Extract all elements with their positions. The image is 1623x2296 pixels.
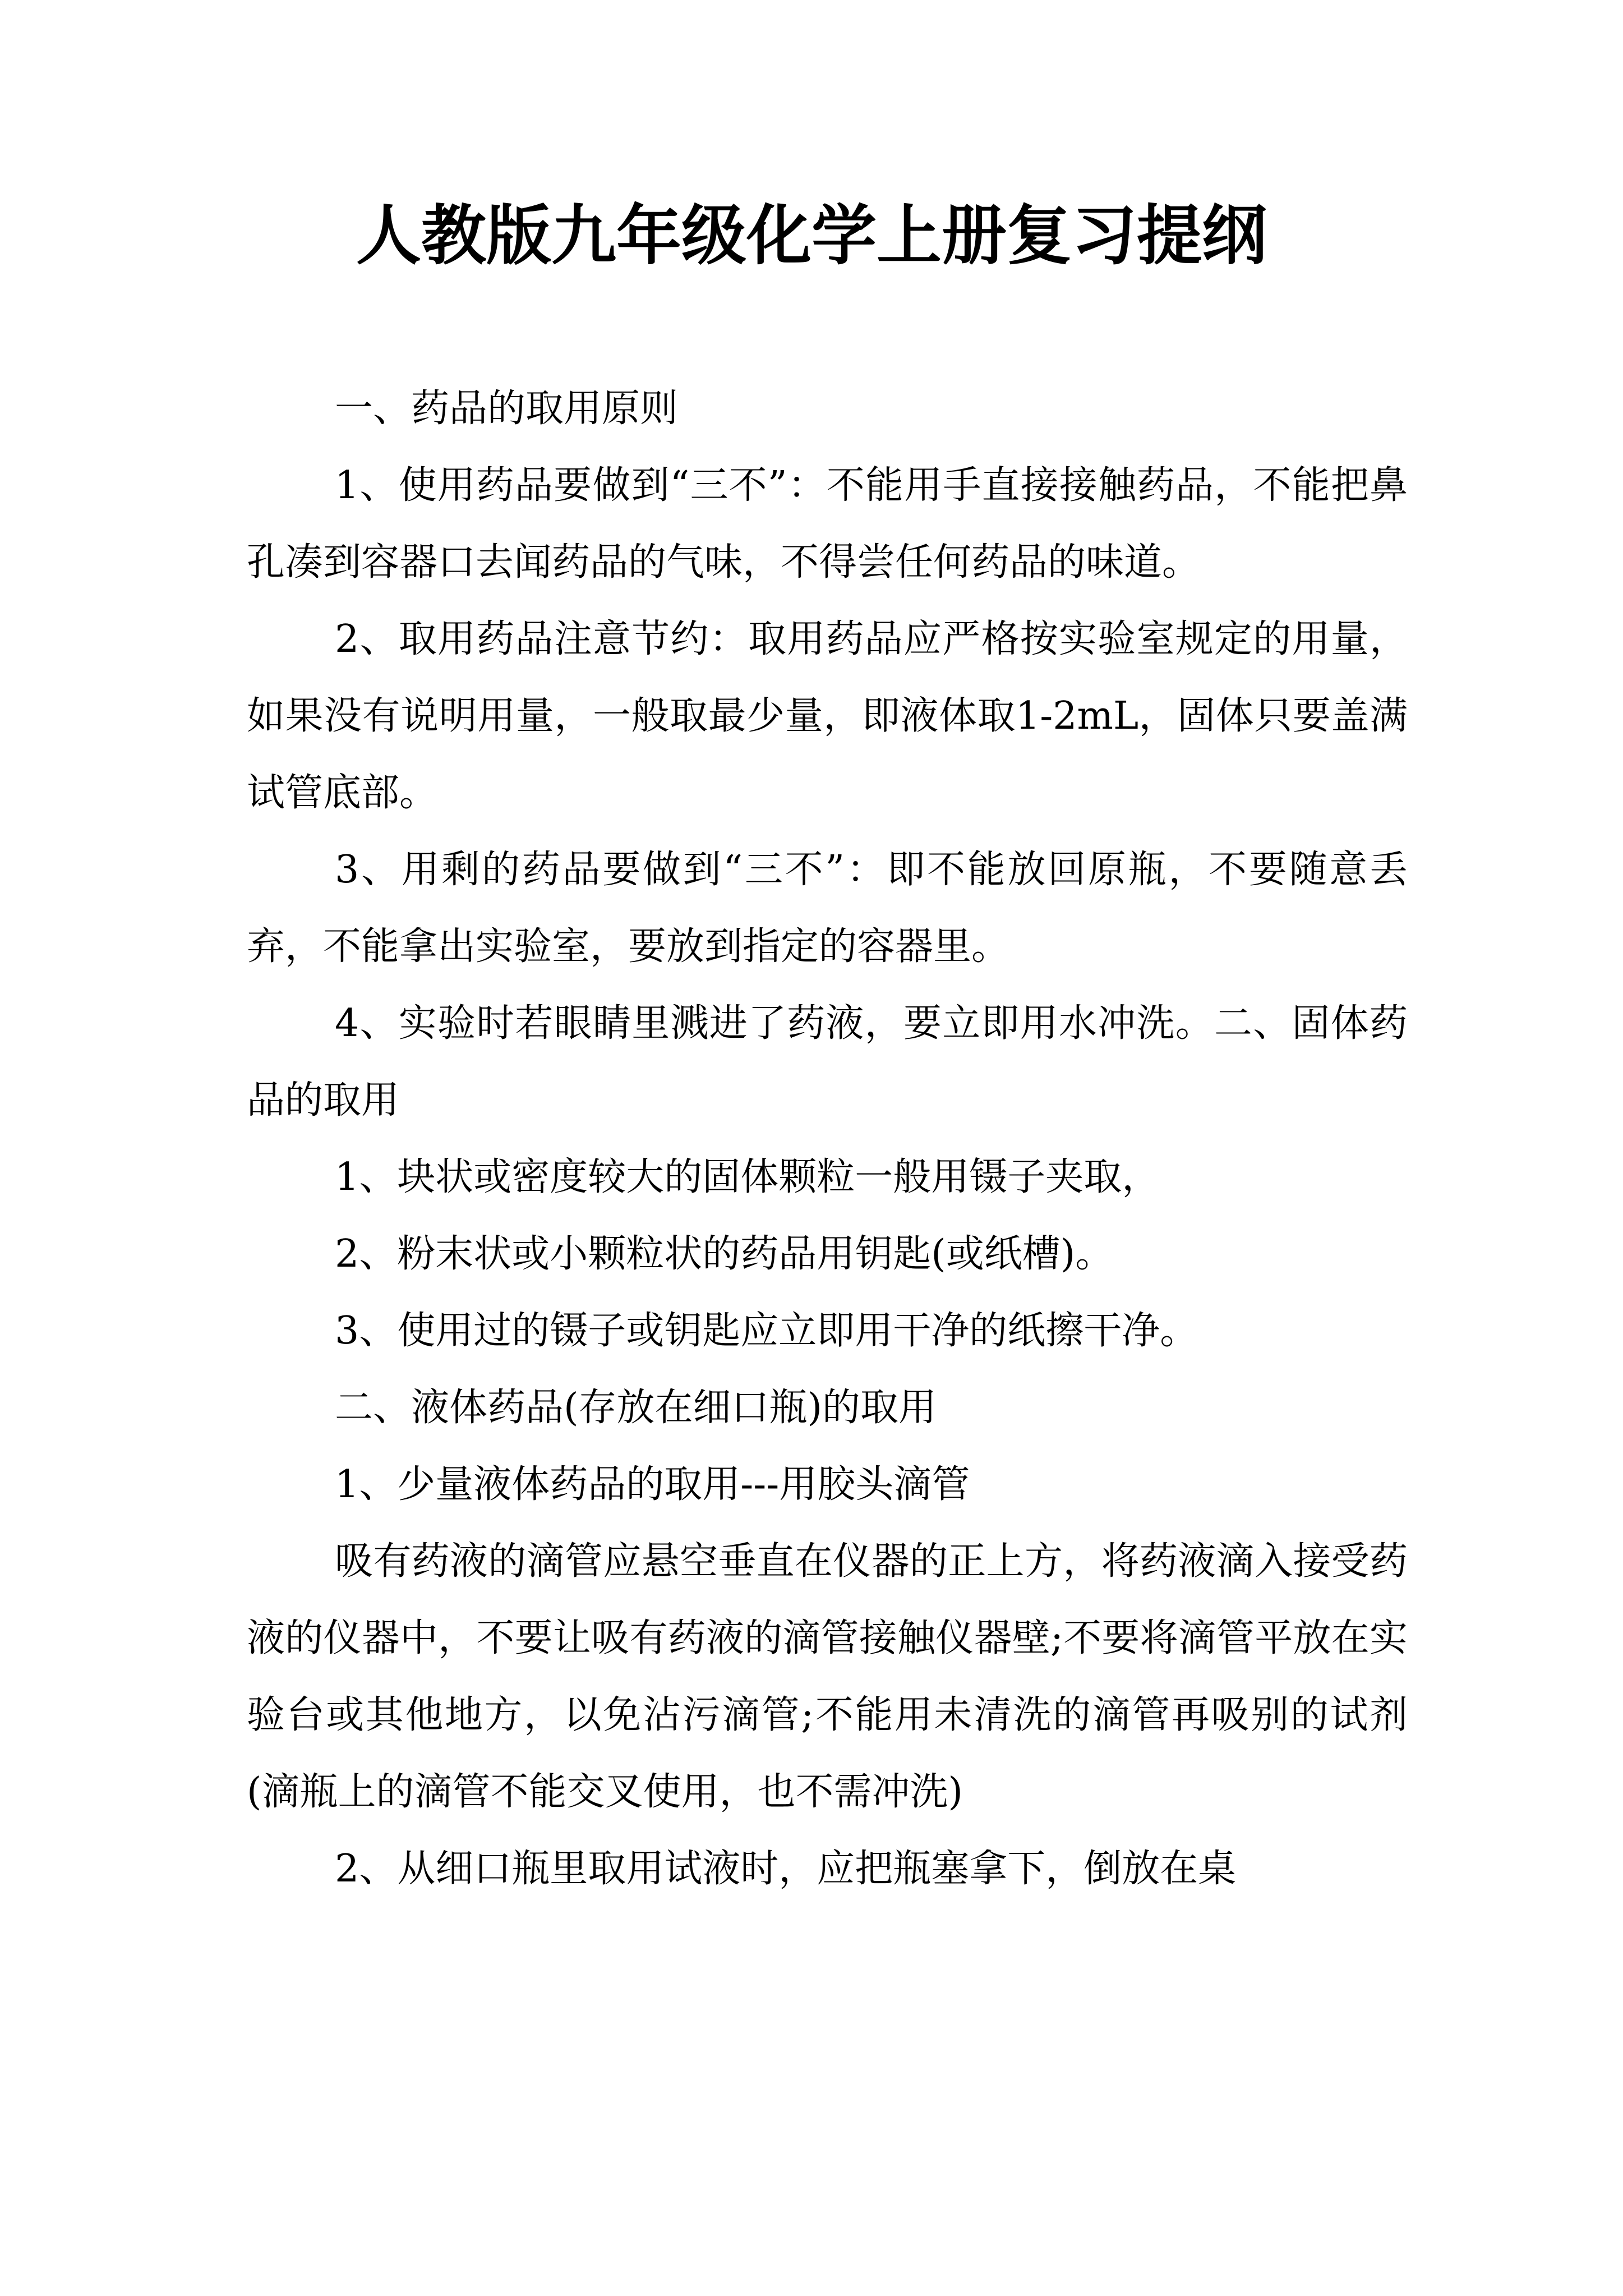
paragraph: 3、使用过的镊子或钥匙应立即用干净的纸擦干净。: [335, 1309, 1198, 1353]
paragraph: 2、取用药品注意节约：取用药品应严格按实验室规定的用量，如果没有说明用量，一般取最少量，即液体取1-2mL，固体只要盖满试管底部。: [247, 617, 1408, 815]
paragraph: 2、粉末状或小颗粒状的药品用钥匙(或纸槽)。: [335, 1232, 1114, 1276]
section-heading: 一、药品的取用原则: [335, 386, 679, 431]
paragraph: 1、少量液体药品的取用---用胶头滴管: [335, 1462, 970, 1507]
page-title: 人教版九年级化学上册复习提纲: [356, 197, 1267, 274]
section-heading: 二、液体药品(存放在细口瓶)的取用: [335, 1386, 937, 1430]
paragraph: 吸有药液的滴管应悬空垂直在仪器的正上方，将药液滴入接受药液的仪器中，不要让吸有药液的滴管接触仪器壁;不要将滴管平放在实验台或其他地方，以免沾污滴管;不能用未清洗的滴管再吸别的试剂(滴瓶上的滴管不能交叉使用，也不需冲洗): [247, 1539, 1408, 1814]
paragraph: 2、从细口瓶里取用试液时，应把瓶塞拿下，倒放在桌: [335, 1847, 1237, 1891]
paragraph: 4、实验时若眼睛里溅进了药液，要立即用水冲洗。二、固体药品的取用: [247, 1001, 1408, 1122]
paragraph: 3、用剩的药品要做到“三不”：即不能放回原瓶，不要随意丢弃，不能拿出实验室，要放到指定的容器里。: [247, 848, 1408, 969]
document-body: [247, 370, 1408, 1907]
paragraph: 1、使用药品要做到“三不”：不能用手直接接触药品，不能把鼻孔凑到容器口去闻药品的气味，不得尝任何药品的味道。: [247, 463, 1408, 585]
paragraph: 1、块状或密度较大的固体颗粒一般用镊子夹取，: [335, 1155, 1160, 1199]
